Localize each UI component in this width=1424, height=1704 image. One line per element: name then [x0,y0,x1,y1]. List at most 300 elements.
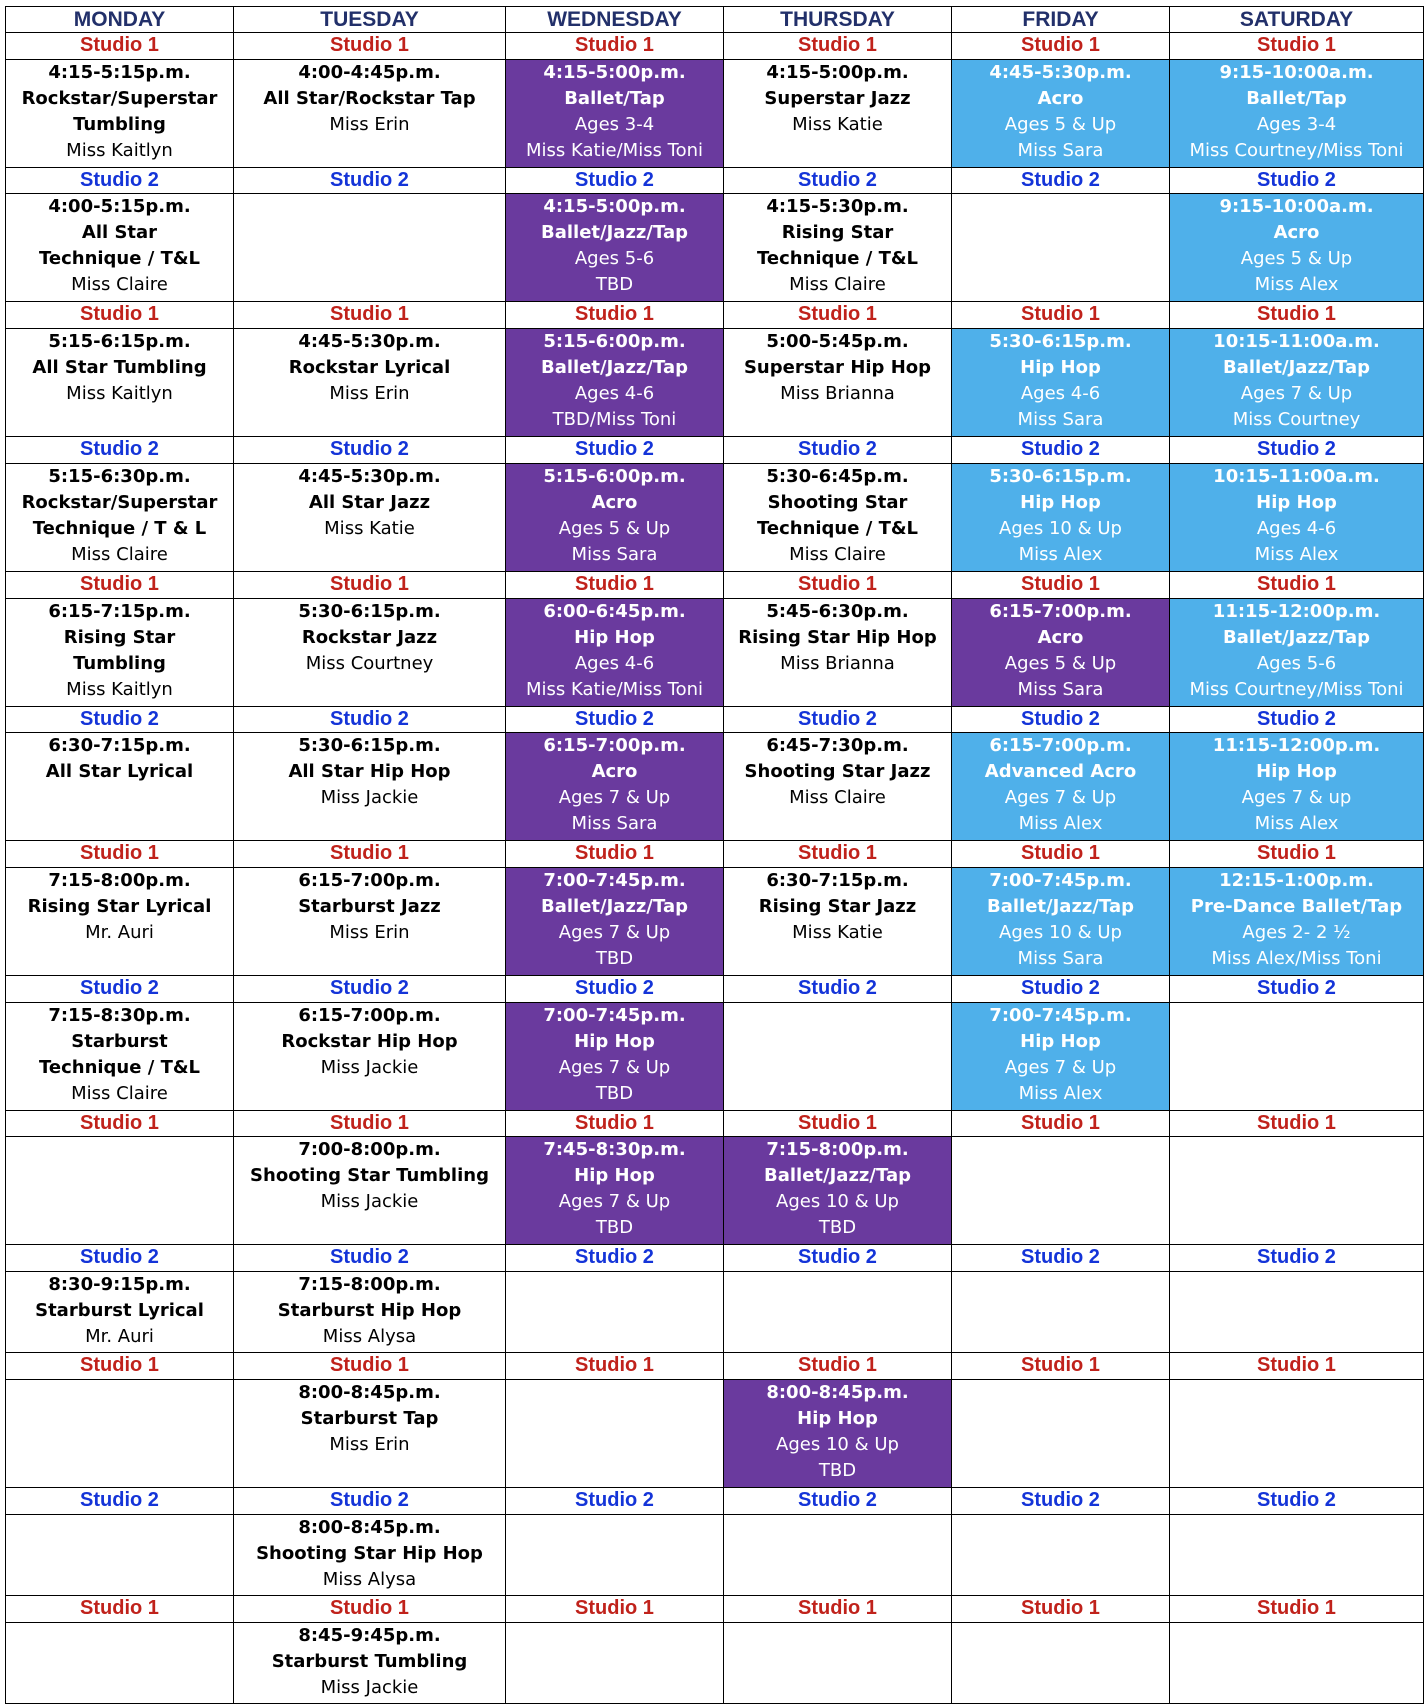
class-cell-thursday [724,59,952,167]
studio-label-wednesday: Studio 1 [506,841,724,868]
studio-label-row [6,1245,1424,1272]
class-cell-friday [952,1002,1170,1110]
class-name: Rising Star [781,222,894,244]
class-time: 7:00-7:45p.m. [989,1004,1132,1026]
class-time: 6:30-7:15p.m. [48,735,191,757]
class-name: Hip Hop [797,1408,878,1430]
studio-label-saturday: Studio 1 [1170,841,1424,868]
studio-label-tuesday: Studio 1 [234,841,506,868]
class-name: Starburst Jazz [298,895,441,917]
class-cell-wednesday [506,59,724,167]
class-instructor: Miss Courtney [1232,409,1361,431]
class-instructor: Miss Alex [1254,274,1339,296]
studio-label-saturday: Studio 2 [1170,167,1424,194]
studio-label-wednesday: Studio 2 [506,706,724,733]
class-instructor: Miss Sara [1017,947,1104,969]
studio-label-friday: Studio 2 [952,1245,1170,1272]
studio-label-tuesday: Studio 2 [234,167,506,194]
class-ages: Ages 7 & Up [1004,1056,1117,1078]
class-name: All Star Tumbling [32,357,207,379]
class-time: 7:15-8:00p.m. [48,869,191,891]
class-row [6,194,1424,302]
class-instructor: Miss Sara [1017,678,1104,700]
studio-label-friday: Studio 1 [952,1595,1170,1622]
class-ages: Ages 7 & Up [1004,787,1117,809]
class-row [6,1514,1424,1595]
class-row [6,329,1424,437]
class-row [6,1002,1424,1110]
studio-label-saturday: Studio 2 [1170,975,1424,1002]
class-instructor: Miss Katie/Miss Toni [525,678,704,700]
class-row [6,867,1424,975]
class-cell-wednesday [506,1514,724,1595]
studio-label-monday: Studio 1 [6,841,234,868]
class-cell-monday [6,59,234,167]
class-ages: Ages 10 & Up [999,921,1122,943]
studio-label-friday: Studio 2 [952,1488,1170,1515]
class-name: Shooting Star Hip Hop [256,1542,483,1564]
studio-label-row [6,571,1424,598]
class-name: Acro [1037,626,1084,648]
class-ages: Ages 5-6 [574,248,655,270]
class-cell-saturday [1170,867,1424,975]
class-time: 4:00-5:15p.m. [48,196,191,218]
class-ages: Ages 10 & Up [776,1434,899,1456]
class-cell-wednesday [506,1272,724,1353]
class-row [6,598,1424,706]
class-instructor: Miss Jackie [320,1056,419,1078]
studio-label-wednesday: Studio 2 [506,1488,724,1515]
class-instructor: Miss Katie/Miss Toni [525,139,704,161]
class-cell-saturday [1170,463,1424,571]
schedule-body [6,33,1424,1704]
class-instructor: Miss Alysa [322,1326,417,1348]
class-time: 7:00-8:00p.m. [298,1139,441,1161]
class-cell-saturday [1170,1137,1424,1245]
class-ages: Ages 7 & up [1241,787,1352,809]
studio-label-row [6,1595,1424,1622]
studio-label-wednesday: Studio 2 [506,1245,724,1272]
class-cell-saturday [1170,1622,1424,1703]
studio-label-row [6,302,1424,329]
class-row [6,1622,1424,1703]
class-time: 8:30-9:15p.m. [48,1274,191,1296]
studio-label-thursday: Studio 2 [724,437,952,464]
class-ages: Ages 7 & Up [558,1191,671,1213]
class-time: 8:00-8:45p.m. [298,1382,441,1404]
class-cell-monday [6,598,234,706]
class-cell-tuesday [234,194,506,302]
class-cell-tuesday [234,59,506,167]
class-name: Technique / T & L [32,517,207,539]
class-cell-tuesday [234,1380,506,1488]
class-instructor: TBD [595,1217,634,1239]
day-header-wednesday: WEDNESDAY [506,7,724,33]
studio-label-tuesday: Studio 2 [234,1245,506,1272]
studio-label-friday: Studio 1 [952,33,1170,60]
class-cell-friday [952,59,1170,167]
studio-label-row [6,841,1424,868]
class-instructor: Miss Sara [1017,139,1104,161]
class-row [6,1137,1424,1245]
studio-label-monday: Studio 2 [6,167,234,194]
class-cell-friday [952,733,1170,841]
class-instructor: Miss Kaitlyn [66,383,173,405]
studio-label-friday: Studio 2 [952,706,1170,733]
class-cell-monday [6,1272,234,1353]
class-time: 7:45-8:30p.m. [543,1139,686,1161]
studio-label-thursday: Studio 2 [724,1488,952,1515]
class-cell-friday [952,598,1170,706]
class-name: Hip Hop [1020,491,1101,513]
class-cell-tuesday [234,733,506,841]
class-cell-thursday [724,329,952,437]
class-time: 5:15-6:00p.m. [543,465,686,487]
class-instructor: Miss Claire [71,274,168,296]
class-name: All Star [81,222,158,244]
class-name: Technique / T&L [756,248,919,270]
class-instructor: Miss Katie [324,517,415,539]
class-row [6,1272,1424,1353]
class-cell-thursday [724,733,952,841]
studio-label-wednesday: Studio 1 [506,1110,724,1137]
class-cell-monday [6,1380,234,1488]
class-time: 5:15-6:00p.m. [543,331,686,353]
class-name: Starburst Tumbling [271,1650,468,1672]
studio-label-wednesday: Studio 2 [506,437,724,464]
class-time: 5:30-6:15p.m. [298,600,441,622]
class-time: 6:15-7:00p.m. [298,869,441,891]
class-name: Rising Star Jazz [758,895,917,917]
class-cell-friday [952,194,1170,302]
class-cell-monday [6,1622,234,1703]
studio-label-monday: Studio 1 [6,1353,234,1380]
class-ages: Ages 4-6 [1020,383,1101,405]
class-instructor: Miss Courtney [305,652,434,674]
studio-label-tuesday: Studio 1 [234,33,506,60]
class-cell-saturday [1170,1272,1424,1353]
class-time: 5:45-6:30p.m. [766,600,909,622]
class-cell-wednesday [506,1622,724,1703]
class-name: Superstar Hip Hop [743,357,932,379]
class-time: 11:15-12:00p.m. [1212,735,1381,757]
class-instructor: TBD [595,947,634,969]
day-header-tuesday: TUESDAY [234,7,506,33]
studio-label-tuesday: Studio 2 [234,975,506,1002]
class-name: Starburst Hip Hop [277,1300,462,1322]
studio-label-thursday: Studio 2 [724,1245,952,1272]
studio-label-saturday: Studio 2 [1170,1488,1424,1515]
studio-label-monday: Studio 2 [6,1245,234,1272]
class-time: 7:00-7:45p.m. [543,1004,686,1026]
class-instructor: Miss Brianna [780,652,895,674]
class-name: Ballet/Jazz/Tap [541,895,688,917]
class-time: 7:00-7:45p.m. [543,869,686,891]
studio-label-saturday: Studio 1 [1170,302,1424,329]
class-ages: Ages 7 & Up [558,787,671,809]
class-name: Technique / T&L [756,517,919,539]
class-instructor: Miss Courtney/Miss Toni [1189,678,1404,700]
class-instructor: TBD [818,1460,857,1482]
studio-label-saturday: Studio 2 [1170,1245,1424,1272]
class-time: 6:15-7:00p.m. [989,600,1132,622]
class-time: 6:15-7:00p.m. [543,735,686,757]
class-cell-friday [952,1272,1170,1353]
class-cell-saturday [1170,1002,1424,1110]
studio-label-wednesday: Studio 1 [506,1353,724,1380]
studio-label-thursday: Studio 2 [724,167,952,194]
class-row [6,463,1424,571]
class-time: 5:15-6:15p.m. [48,331,191,353]
class-cell-friday [952,463,1170,571]
class-time: 8:00-8:45p.m. [766,1382,909,1404]
class-cell-monday [6,194,234,302]
class-instructor: Miss Claire [789,543,886,565]
studio-label-tuesday: Studio 1 [234,571,506,598]
class-name: Rockstar Jazz [301,626,438,648]
studio-label-tuesday: Studio 1 [234,302,506,329]
class-instructor: TBD [595,1082,634,1104]
class-cell-saturday [1170,1380,1424,1488]
class-cell-wednesday [506,1137,724,1245]
class-instructor: Miss Alex [1254,543,1339,565]
class-cell-monday [6,1002,234,1110]
class-cell-thursday [724,867,952,975]
class-ages: Ages 3-4 [1256,113,1337,135]
class-cell-thursday [724,463,952,571]
class-cell-tuesday [234,1514,506,1595]
class-cell-saturday [1170,59,1424,167]
class-cell-tuesday [234,1002,506,1110]
class-cell-friday [952,329,1170,437]
class-name: Hip Hop [1020,1030,1101,1052]
studio-label-monday: Studio 2 [6,706,234,733]
studio-label-saturday: Studio 1 [1170,33,1424,60]
class-instructor: Miss Erin [329,1434,410,1456]
class-cell-thursday [724,1380,952,1488]
class-time: 5:30-6:45p.m. [766,465,909,487]
class-cell-wednesday [506,1002,724,1110]
class-ages: Ages 3-4 [574,113,655,135]
class-cell-thursday [724,1622,952,1703]
class-time: 9:15-10:00a.m. [1219,196,1374,218]
studio-label-friday: Studio 1 [952,302,1170,329]
class-cell-monday [6,1137,234,1245]
class-ages: Ages 7 & Up [1240,383,1353,405]
studio-label-saturday: Studio 1 [1170,1353,1424,1380]
class-instructor: Miss Sara [571,543,658,565]
studio-label-wednesday: Studio 1 [506,571,724,598]
class-name: Rising Star Lyrical [27,895,212,917]
studio-label-saturday: Studio 1 [1170,1110,1424,1137]
class-cell-thursday [724,1137,952,1245]
class-time: 9:15-10:00a.m. [1219,61,1374,83]
studio-label-thursday: Studio 1 [724,1353,952,1380]
class-cell-wednesday [506,463,724,571]
class-name: Ballet/Jazz/Tap [764,1165,911,1187]
class-instructor: Miss Erin [329,921,410,943]
class-name: Tumbling [73,652,166,674]
class-instructor: Miss Alex/Miss Toni [1211,947,1382,969]
studio-label-friday: Studio 2 [952,437,1170,464]
class-cell-saturday [1170,1514,1424,1595]
class-ages: Ages 5-6 [1256,652,1337,674]
class-cell-tuesday [234,598,506,706]
class-instructor: Mr. Auri [85,921,154,943]
studio-label-thursday: Studio 1 [724,571,952,598]
studio-label-tuesday: Studio 2 [234,1488,506,1515]
class-time: 5:30-6:15p.m. [298,735,441,757]
studio-label-friday: Studio 1 [952,1110,1170,1137]
class-cell-monday [6,329,234,437]
class-cell-thursday [724,1514,952,1595]
class-instructor: Miss Alex [1018,813,1103,835]
class-instructor: Miss Alex [1254,813,1339,835]
class-time: 8:00-8:45p.m. [298,1516,441,1538]
day-header-saturday: SATURDAY [1170,7,1424,33]
day-header-monday: MONDAY [6,7,234,33]
class-instructor: Miss Claire [789,787,886,809]
studio-label-wednesday: Studio 1 [506,33,724,60]
class-name: Hip Hop [1256,491,1337,513]
class-cell-tuesday [234,463,506,571]
class-name: Starburst Lyrical [35,1300,204,1322]
class-ages: Ages 4-6 [574,383,655,405]
studio-label-thursday: Studio 1 [724,33,952,60]
studio-label-monday: Studio 1 [6,33,234,60]
class-time: 7:00-7:45p.m. [989,869,1132,891]
class-instructor: Miss Katie [792,113,883,135]
class-row [6,733,1424,841]
studio-label-monday: Studio 1 [6,1110,234,1137]
class-time: 8:45-9:45p.m. [298,1624,441,1646]
class-time: 6:15-7:15p.m. [48,600,191,622]
class-time: 6:45-7:30p.m. [766,735,909,757]
class-cell-tuesday [234,1622,506,1703]
studio-label-thursday: Studio 2 [724,975,952,1002]
studio-label-row [6,437,1424,464]
class-cell-friday [952,867,1170,975]
class-instructor: Miss Sara [571,813,658,835]
class-cell-saturday [1170,733,1424,841]
class-cell-wednesday [506,598,724,706]
class-instructor: Miss Courtney/Miss Toni [1189,139,1404,161]
studio-label-saturday: Studio 1 [1170,1595,1424,1622]
class-ages: Ages 7 & Up [558,1056,671,1078]
class-name: Acro [1037,87,1084,109]
class-cell-monday [6,867,234,975]
class-time: 4:45-5:30p.m. [298,331,441,353]
class-ages: Ages 7 & Up [558,921,671,943]
class-time: 6:15-7:00p.m. [989,735,1132,757]
class-ages: Ages 5 & Up [558,517,671,539]
studio-label-row [6,33,1424,60]
class-name: Acro [591,491,638,513]
class-name: Starburst [71,1030,168,1052]
studio-label-friday: Studio 1 [952,571,1170,598]
class-time: 7:15-8:00p.m. [766,1139,909,1161]
studio-label-tuesday: Studio 2 [234,706,506,733]
class-instructor: Miss Erin [329,383,410,405]
class-cell-wednesday [506,194,724,302]
class-name: All Star Hip Hop [288,761,451,783]
class-time: 11:15-12:00p.m. [1212,600,1381,622]
class-instructor: Mr. Auri [85,1326,154,1348]
studio-label-wednesday: Studio 1 [506,1595,724,1622]
studio-label-monday: Studio 1 [6,302,234,329]
class-time: 10:15-11:00a.m. [1213,331,1380,353]
studio-label-saturday: Studio 1 [1170,571,1424,598]
class-time: 4:15-5:15p.m. [48,61,191,83]
class-instructor: TBD [818,1217,857,1239]
class-name: Shooting Star [767,491,908,513]
class-ages: Ages 10 & Up [999,517,1122,539]
class-time: 6:00-6:45p.m. [543,600,686,622]
studio-label-row [6,1110,1424,1137]
class-cell-saturday [1170,329,1424,437]
class-name: Ballet/Jazz/Tap [1223,626,1370,648]
class-cell-tuesday [234,1137,506,1245]
class-name: Hip Hop [1256,761,1337,783]
studio-label-monday: Studio 1 [6,571,234,598]
class-name: All Star/Rockstar Tap [263,87,476,109]
class-cell-saturday [1170,598,1424,706]
studio-label-row [6,1353,1424,1380]
class-time: 4:15-5:30p.m. [766,196,909,218]
class-name: Technique / T&L [38,1056,201,1078]
class-time: 5:30-6:15p.m. [989,331,1132,353]
class-time: 7:15-8:00p.m. [298,1274,441,1296]
class-instructor: Miss Alex [1018,543,1103,565]
class-cell-friday [952,1514,1170,1595]
studio-label-tuesday: Studio 2 [234,437,506,464]
studio-label-thursday: Studio 1 [724,302,952,329]
class-cell-wednesday [506,733,724,841]
class-cell-wednesday [506,867,724,975]
class-name: Ballet/Jazz/Tap [987,895,1134,917]
class-name: Rising Star [63,626,176,648]
class-name: Shooting Star Jazz [744,761,931,783]
class-time: 5:30-6:15p.m. [989,465,1132,487]
studio-label-thursday: Studio 2 [724,706,952,733]
class-ages: Ages 4-6 [1256,517,1337,539]
class-name: Advanced Acro [984,761,1137,783]
class-ages: Ages 5 & Up [1240,248,1353,270]
class-cell-friday [952,1137,1170,1245]
studio-label-thursday: Studio 1 [724,1110,952,1137]
class-time: 5:15-6:30p.m. [48,465,191,487]
studio-label-monday: Studio 1 [6,1595,234,1622]
class-instructor: TBD/Miss Toni [552,409,677,431]
class-instructor: Miss Jackie [320,787,419,809]
class-name: Hip Hop [1020,357,1101,379]
class-name: Rockstar/Superstar [21,491,218,513]
studio-label-monday: Studio 2 [6,1488,234,1515]
class-name: Hip Hop [574,1030,655,1052]
class-instructor: Miss Kaitlyn [66,678,173,700]
studio-label-row [6,975,1424,1002]
studio-label-friday: Studio 2 [952,167,1170,194]
studio-label-monday: Studio 2 [6,975,234,1002]
class-cell-tuesday [234,867,506,975]
class-ages: Ages 2- 2 ½ [1242,921,1351,943]
class-time: 5:00-5:45p.m. [766,331,909,353]
studio-label-wednesday: Studio 1 [506,302,724,329]
class-time: 4:00-4:45p.m. [298,61,441,83]
class-time: 12:15-1:00p.m. [1219,869,1374,891]
class-cell-monday [6,733,234,841]
studio-label-monday: Studio 2 [6,437,234,464]
